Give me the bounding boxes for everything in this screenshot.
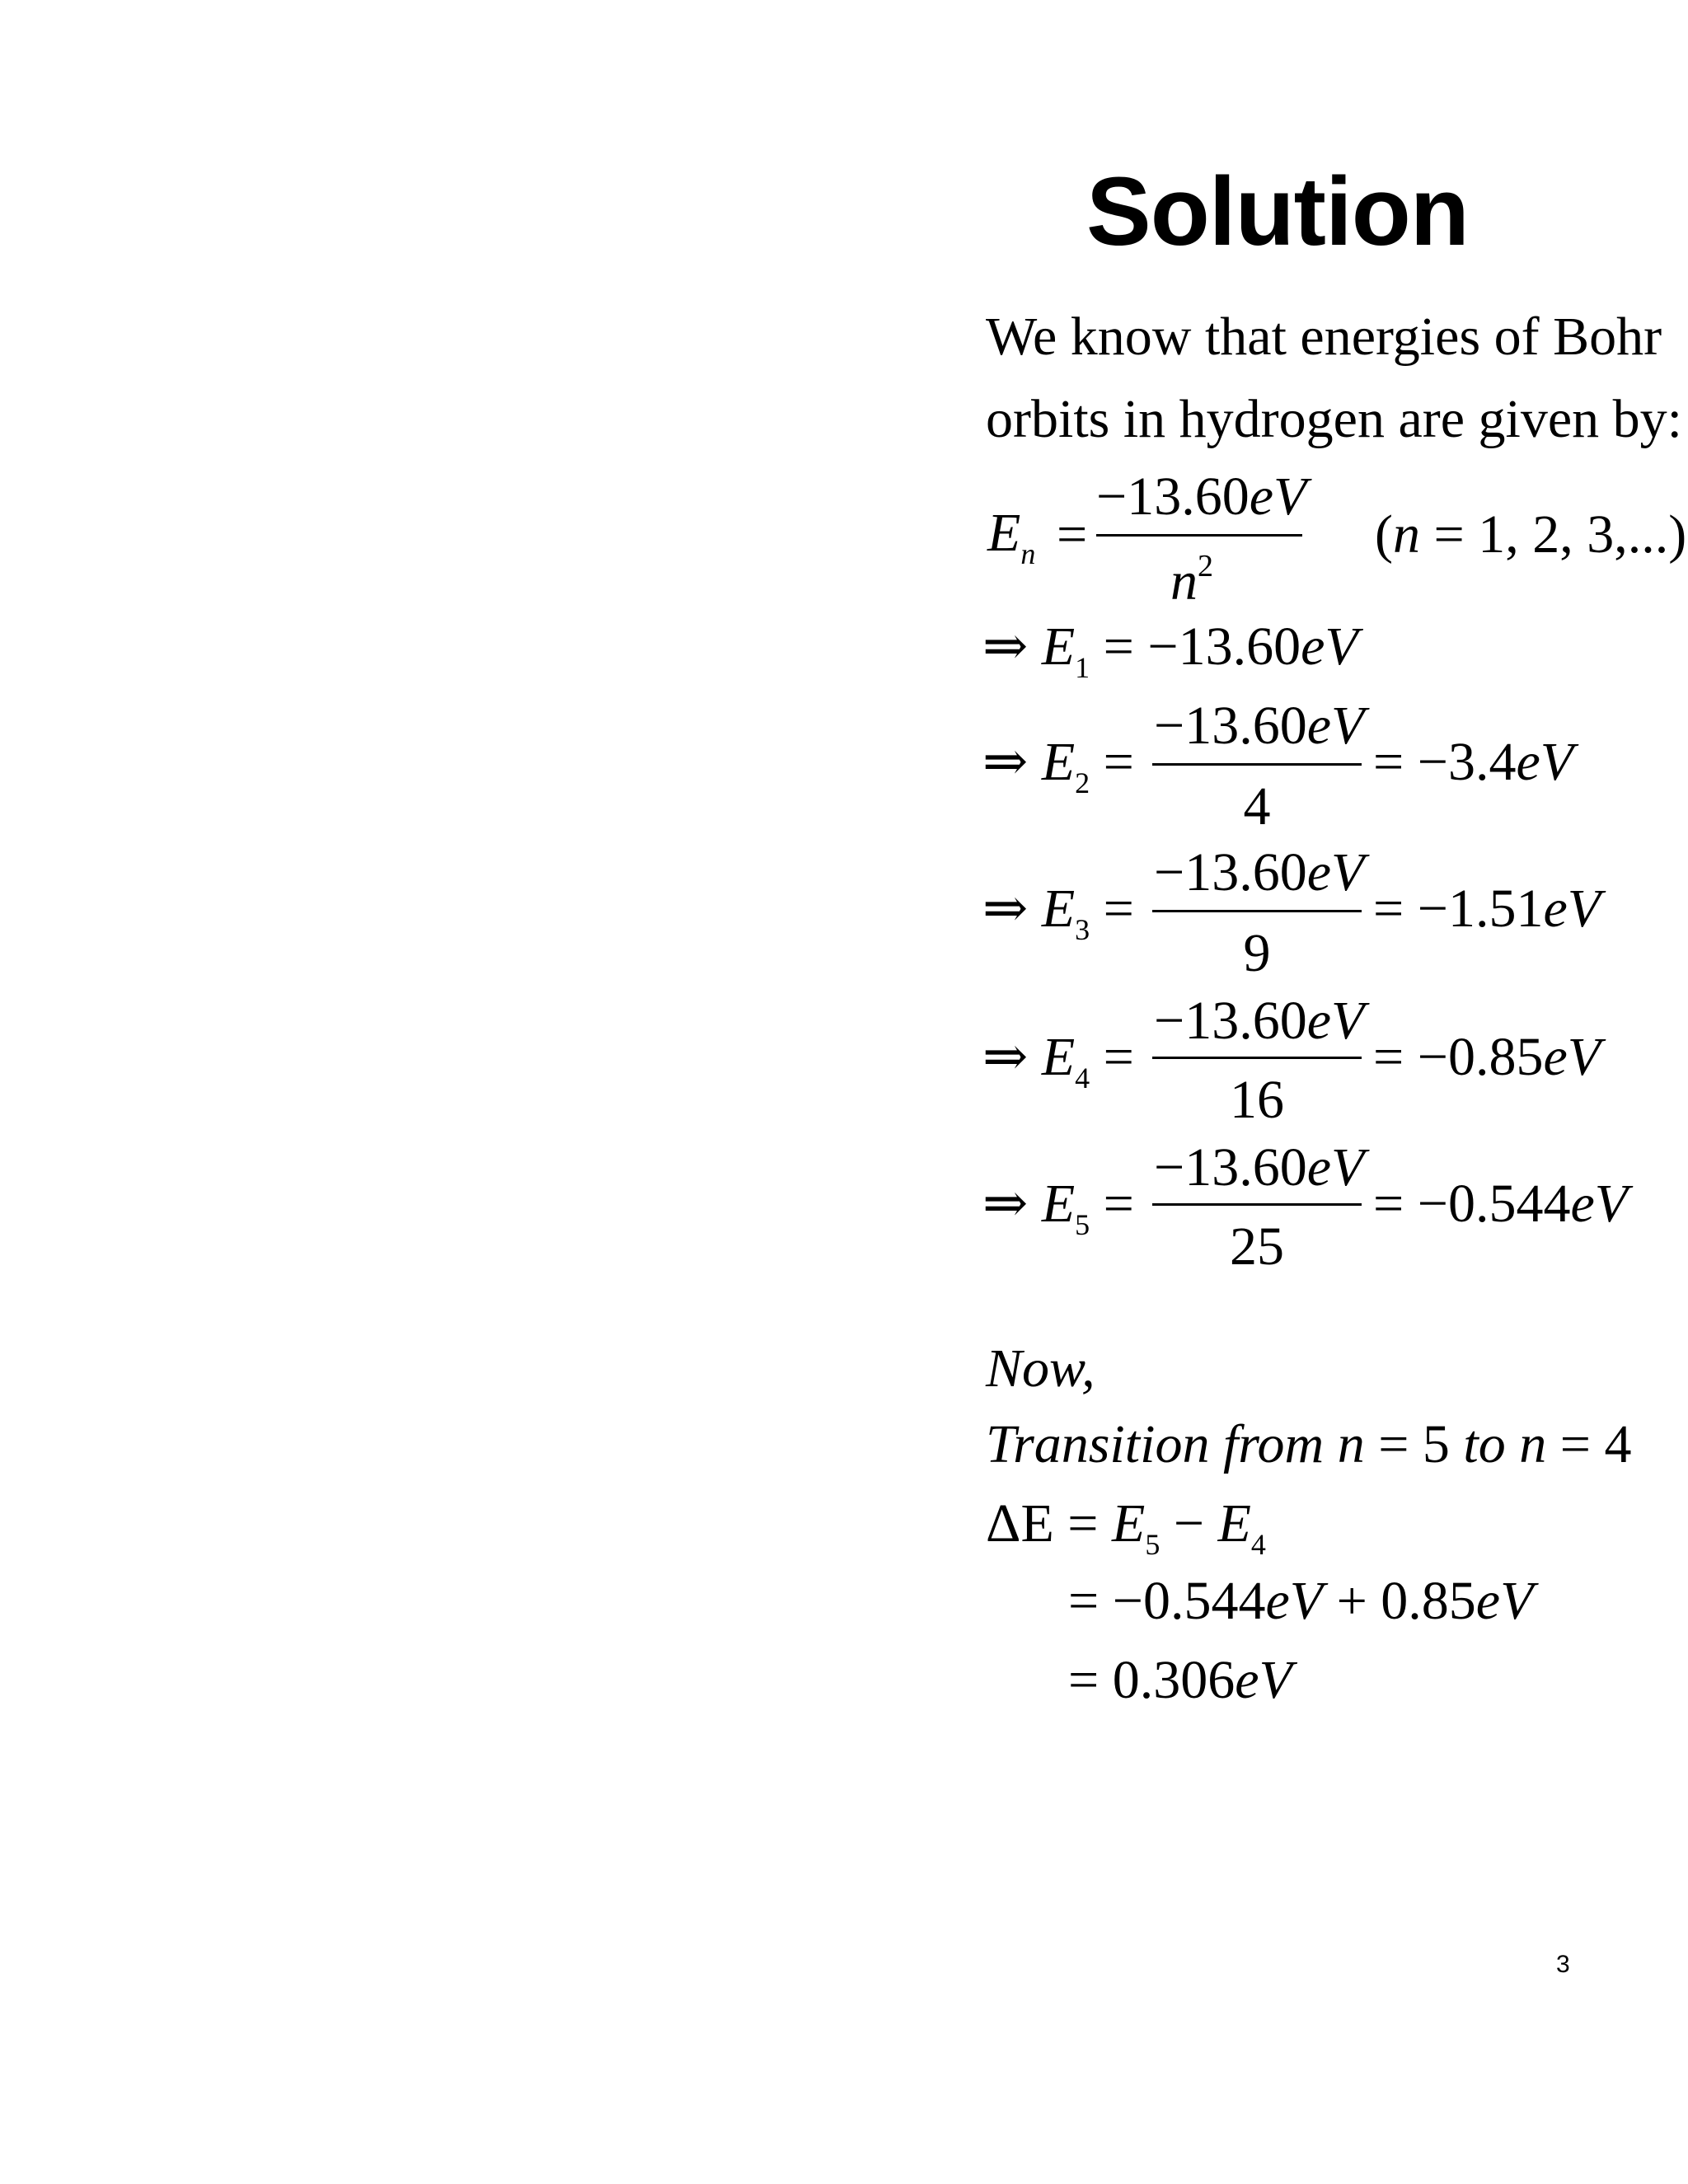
formula-fraction-bar	[1096, 534, 1302, 537]
level-4-lhs: ⇒ $E_4$ =	[982, 1027, 1134, 1094]
level-4-denominator: 16	[1230, 1070, 1284, 1130]
level-4-fraction-bar	[1152, 1057, 1362, 1059]
level-5-lhs: ⇒ $E_5$ =	[982, 1174, 1134, 1241]
level-3-lhs: ⇒ $E_3$ =	[982, 879, 1134, 946]
level-3-result: = −1.51eV	[1373, 879, 1601, 939]
level-5-denominator: 25	[1230, 1216, 1284, 1277]
intro-line-2: orbits in hydrogen are given by:	[986, 389, 1682, 449]
intro-line-1: We know that energies of Bohr	[986, 307, 1662, 367]
page-title: Solution	[1086, 157, 1469, 266]
delta-e-line-2: = −0.544eV + 0.85eV	[1068, 1571, 1534, 1631]
now-label: Now,	[986, 1338, 1095, 1399]
level-4-numerator: −13.60eV	[1154, 991, 1365, 1051]
level-5-numerator: −13.60eV	[1154, 1137, 1365, 1197]
formula-condition: (n = 1, 2, 3,...)	[1375, 504, 1687, 565]
level-2-denominator: 4	[1243, 776, 1271, 837]
level-4-result: = −0.85eV	[1373, 1027, 1601, 1087]
formula-lhs: $E_n$	[987, 503, 1036, 570]
level-2-numerator: −13.60eV	[1154, 696, 1365, 756]
delta-e-line-1: $\Delta E = E_5 - E_4$	[986, 1493, 1266, 1561]
formula-denominator: $n^2$	[1170, 549, 1213, 612]
level-3-denominator: 9	[1243, 923, 1271, 983]
page-number: 3	[1556, 1951, 1570, 1978]
level-2-result: = −3.4eV	[1373, 732, 1574, 792]
delta-e-line-3: = 0.306eV	[1068, 1650, 1292, 1710]
level-3-numerator: −13.60eV	[1154, 842, 1365, 902]
level-5-fraction-bar	[1152, 1203, 1362, 1206]
level-1-line: ⇒ $E_1 = -13.60eV$	[982, 616, 1358, 684]
level-5-result: = −0.544eV	[1373, 1174, 1629, 1234]
transition-line: Transition from n = 5 to n = 4	[986, 1414, 1632, 1474]
formula-numerator: −13.60eV	[1096, 466, 1307, 527]
level-2-fraction-bar	[1152, 763, 1362, 766]
level-3-fraction-bar	[1152, 910, 1362, 912]
formula-eq: =	[1057, 504, 1088, 565]
level-2-lhs: ⇒ $E_2$ =	[982, 732, 1134, 799]
